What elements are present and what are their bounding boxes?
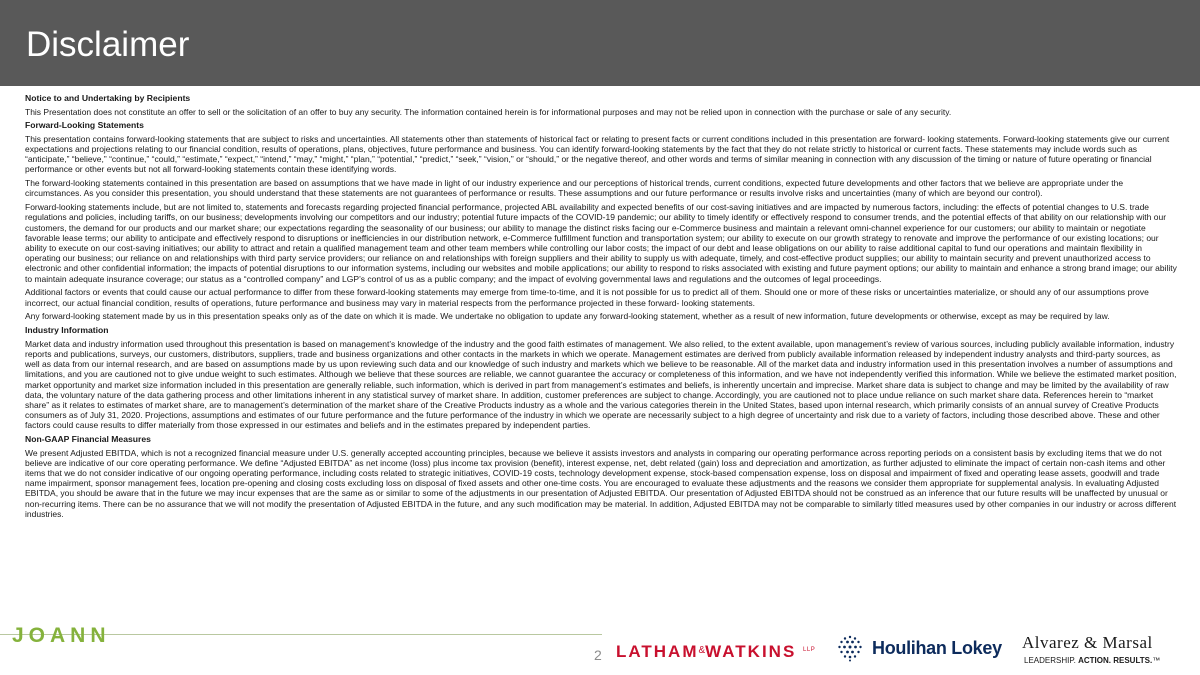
paragraph: We present Adjusted EBITDA, which is not a recognized financial measure under U.S. generally accepted accounting principles, because we believe it assists investors and analysts in comparing our operating performance across reporting periods on a consistent basis by excluding items that we do not believe are indicative of our core operating performance. We define “Adjusted EBITDA” as net income (loss) plus income tax provision (benefit), interest expense, net, debt related (gain) loss and depreciation and amortization, as further adjusted to eliminate the impact of certain non-cash items and other items that we do not consider indicative of our ongoing operating performance, including costs related to strategic initiatives, COVID-19 costs, technology development expense, stock-based compensation expense, loss on disposal and impairment of fixed and operating lease assets, goodwill and trade name impairment, sponsor management fees, location pre-opening and closing costs excluding loss on disposal of fixed assets and other one-time costs. You are encouraged to evaluate these adjustments and the reasons we consider them appropriate for supplemental analysis. In evaluating Adjusted EBITDA, you should be aware that in the future we may incur expenses that are the same as or similar to some of the adjustments in our presentation of Adjusted EBITDA. Our presentation of Adjusted EBITDA should not be construed as an inference that our future results will be unaffected by unusual or non-recurring items. There can be no assurance that we will not modify the presentation of Adjusted EBITDA in the future, and any such modification may be material. In addition, Adjusted EBITDA may not be comparable to similarly titled measures used by other companies in our industry or across different industries. <box>25 447 1177 519</box>
watkins-word: WATKINS <box>705 642 797 661</box>
paragraph: Additional factors or events that could cause our actual performance to differ from these forward-looking statements may emerge from time-to-time, and it is not possible for us to predict all of them. Should one or more of these risks or uncertainties materialize, or should any of our assumptions prove incorrect, our actual financial condition, results of operations, future performance and business may vary in material respects from the performance projected in these forward- looking statements. <box>25 287 1149 308</box>
section-non-gaap <box>25 434 1177 519</box>
latham-word: LATHAM <box>616 642 699 661</box>
section-heading: Notice to and Undertaking by Recipients <box>25 93 191 103</box>
tagline-tm: ™ <box>1152 656 1161 665</box>
section-heading: Non-GAAP Financial Measures <box>25 434 151 445</box>
page-number: 2 <box>594 647 602 663</box>
section-forward-looking <box>25 120 1177 321</box>
section-industry <box>25 325 1177 430</box>
paragraph: Any forward-looking statement made by us in this presentation speaks only as of the date on which it is made. We undertake no obligation to update any forward-looking statement, whether as a result of new information, future developments or otherwise, except as may be required by law. <box>25 311 1110 322</box>
paragraph: The forward-looking statements contained in this presentation are based on assumptions that we have made in light of our industry experience and our perceptions of historical trends, current conditions, expected future developments and other factors that we believe are appropriate under the circumstances. As you consider this presentation, you should understand that these statements are not guarantees of performance or results. These assumptions and our future performance or results involve risks and uncertainties (many of which are beyond our control). <box>25 178 1124 199</box>
houlihan-lokey-logo: Houlihan Lokey <box>872 638 1002 658</box>
latham-watkins-logo <box>616 642 815 662</box>
section-notice <box>25 93 1177 117</box>
section-heading: Industry Information <box>25 325 109 336</box>
paragraph: Market data and industry information used throughout this presentation is based on management’s knowledge of the industry and the good faith estimates of management. We also relied, to the extent available, upon management’s review of various sources, including publicly available information, industry reports and publications, surveys, our customers, distributors, suppliers, trade and business organizations and other contacts in the markets in which we operate. Management estimates are derived from publicly available information released by independent industry analysts and third-party sources, as well as data from our internal research, and are based on assumptions made by us upon reviewing such data and our knowledge of such industry and markets which we believe to be reasonable. All of the market data and industry information used in this presentation involves a number of assumptions and limitations, and you are cautioned not to give undue weight to such estimates. Although we believe that these sources are reliable, we cannot guarantee the accuracy or completeness of this information, and we have not independently verified this information. While we believe the estimated market position, market opportunity and market size information included in this presentation are generally reliable, such information, which is derived in part from management’s estimates and beliefs, is inherently uncertain and imprecise. Market share data is subject to change and may be limited by the availability of raw data, the voluntary nature of the data gathering process and other limitations inherent in any statistical survey of market share. In addition, customer preferences are subject to change. Accordingly, you are cautioned not to place undue reliance on such market share data. References herein to “market share” as it relates to estimates of market share, are to management’s determination of the market share of the Creative Products industry as a whole and the various categories therein in the United States, based upon internal research, which primarily consists of an annual survey of Creative Products consumers as of July 31, 2020. Projections, assumptions and estimates of our future performance and the future performance of the industry in which we operate are necessarily subject to a high degree of uncertainty and risk due to a variety of factors, including those described above. These and other factors could cause results to differ materially from those expressed in our estimates and beliefs and in the estimates prepared by independent parties. <box>25 338 1177 431</box>
tagline-lead: LEADERSHIP. <box>1024 656 1076 665</box>
alvarez-marsal-logo: Alvarez & Marsal <box>1022 633 1153 652</box>
latham-ampersand: & <box>698 645 706 656</box>
title-bar <box>0 0 1200 86</box>
paragraph: Forward-looking statements include, but are not limited to, statements and forecasts regarding projected financial performance, projected ABL availability and expected benefits of our cost-saving initiatives and are impacted by numerous factors, including: the effects of potential changes to U.S. trade regulations and policies, including tariffs, on our business; developments involving our competitors and our industry; potential future impacts of the COVID-19 pandemic; our ability to timely identify or effectively respond to consumer trends, and the potential effects of that ability on our relationship with our customers, the demand for our products and our market share; our expectations regarding the seasonality of our business; our ability to manage the distinct risks facing our e-Commerce business and maintain a relevant omni-channel experience for our customers; our ability to maintain or negotiate favorable lease terms; our ability to anticipate and effectively respond to disruptions or inefficiencies in our distribution network, e-Commerce fulfillment function and transportation system; our ability to execute on our growth strategy to renovate and improve the performance of our existing locations; our ability to execute on our cost-saving initiatives; our ability to attract and retain a qualified management team and other team members while controlling our labor costs; the impact of our debt and lease obligations on our ability to raise additional capital to fund our operations and maintain flexibility in operating our business; our reliance on and relationships with third party service providers; our reliance on and relationships with foreign suppliers and their ability to supply us with adequate, timely, and cost-effective product supplies; our ability to maintain security and prevent unauthorized access to electronic and other confidential information; the impacts of potential disruptions to our information systems, including our websites and mobile applications; our ability to respond to risks associated with existing and future payment options; our ability to maintain and enhance a strong brand image; our ability to maintain adequate insurance coverage; our status as a “controlled company” and LGP’s control of us as a public company; and the impact of evolving governmental laws and regulations and the outcomes of legal proceedings. <box>25 202 1177 284</box>
houlihan-globe-icon <box>836 634 864 662</box>
latham-llp: LLP <box>803 647 816 653</box>
alvarez-marsal-tagline <box>1024 656 1160 665</box>
paragraph: This presentation contains forward-looking statements that are subject to risks and uncertainties. All statements other than statements of historical fact or relating to present facts or current conditions included in this presentation are forward- looking statements. Forward-looking statements give our current expectations and projections relating to our financial condition, results of operations, plans, objectives, future performance and business. You can identify forward-looking statements by the fact that they do not relate strictly to historical or current facts. These statements may include words such as “anticipate,” “believe,” “continue,” “could,” “estimate,” “expect,” “intend,” “may,” “might,” “plan,” “potential,” “predict,” “seek,” “vision,” or “should,” or the negative thereof, and other words and terms of similar meaning in connection with any discussion of the timing or nature of future operating or financial performance or other events but not all forward-looking statements contain these identifying words. <box>25 133 1170 175</box>
disclaimer-body <box>25 91 1177 623</box>
paragraph: This Presentation does not constitute an offer to sell or the solicitation of an offer to buy any security. The information contained herein is for informational purposes and may not be relied upon in connection with the purchase or sale of any security. <box>25 106 952 117</box>
tagline-bold: ACTION. RESULTS. <box>1078 656 1153 665</box>
section-heading: Forward-Looking Statements <box>25 120 144 131</box>
joann-logo: JOANN <box>12 624 111 647</box>
page-title: Disclaimer <box>26 25 190 64</box>
